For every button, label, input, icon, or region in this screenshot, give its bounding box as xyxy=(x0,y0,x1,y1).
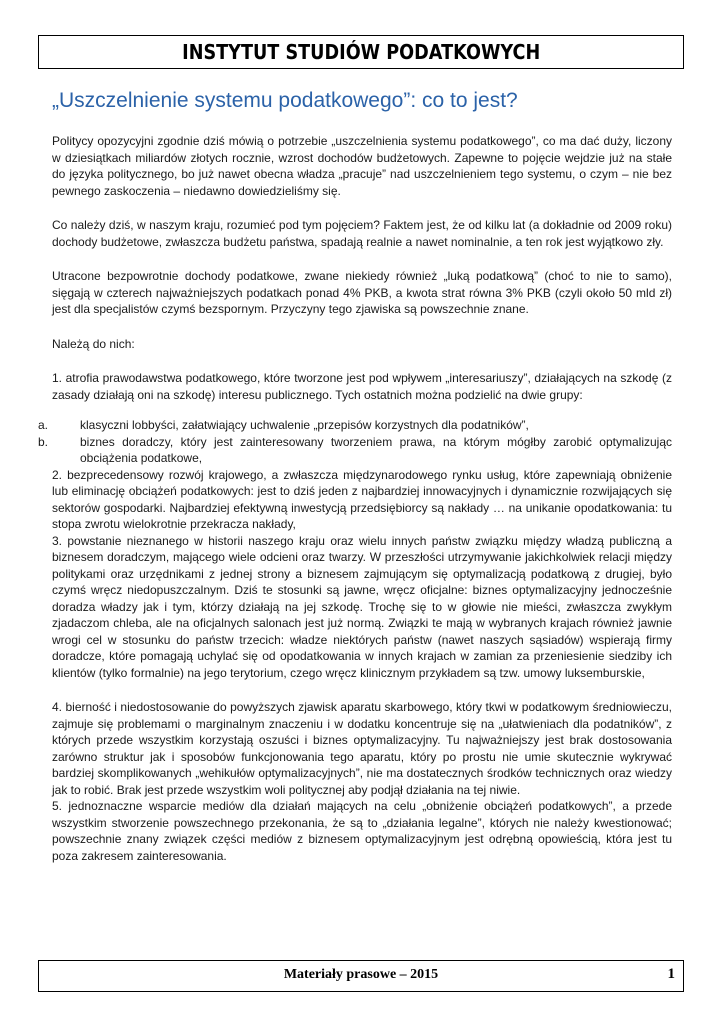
paragraph-question: Co należy dziś, w naszym kraju, rozumieć pod tym pojęciem? Faktem jest, że od kilku lat (a dokładnie od 2009 roku) dochody budżetowe, zwłaszcza budżetu państwa, spadają realnie a nawet nominalnie, a ten rok jest wyjątkowo zły. xyxy=(52,218,672,249)
article-title: „Uszczelnienie systemu podatkowego”: co to jest? xyxy=(52,89,518,112)
list-item-5: 5. jednoznaczne wsparcie mediów dla działań mających na celu „obniżenie obciążeń podatkowych”, a przede wszystkim stworzenie powszechnego przekonania, że są to „działania legalne”, których nie należy kwestionować; powszechnie znany związek części mediów z biznesem optymalizacyjnym jest odrębną opowieścią, która jest tu poza zakresem zainteresowania. xyxy=(52,799,672,863)
list-item-2: 2. bezprecedensowy rozwój krajowego, a zwłaszcza międzynarodowego rynku usług, które zapewniają obniżenie lub eliminację obciążeń podatkowych: jest to dziś jeden z najbardziej innowacyjnych i dynamicznie rozwijających się sektorów gospodarki. Najbardziej efektywną inwestycją przedsiębiorcy są nakłady … na unikanie opodatkowania: tu stopa zwrotu wielokrotnie przekracza nakłady, xyxy=(52,467,672,531)
list-item-1: 1. atrofia prawodawstwa podatkowego, które tworzone jest pod wpływem „interesariuszy”, działających na szkodę (z zasady działają oni na szkodę) interesu publicznego. Tych ostatnich można podzielić na dwie grupy: xyxy=(52,371,672,402)
header-banner xyxy=(38,35,684,69)
institute-name: INSTYTUT STUDIÓW PODATKOWYCH xyxy=(181,40,541,64)
sublist-item-a xyxy=(38,417,672,434)
page-number: 1 xyxy=(667,966,675,982)
sublist-text-a: klasyczni lobbyści, załatwiający uchwalenie „przepisów korzystnych dla podatników”, xyxy=(80,418,529,432)
article-body xyxy=(38,133,672,864)
paragraph-intro: Politycy opozycyjni zgodnie dziś mówią o potrzebie „uszczelnienia systemu podatkowego”, co ma dać duży, liczony w dziesiątkach miliardów złotych rocznie, wzrost dochodów budżetowych. Zapewne to pojęcie wejdzie już na stałe do języka politycznego, bo już nawet obecna władza „pracuje” nad uszczelnieniem tego systemu, o czym – nie bez pewnego zaskoczenia – niedawno dowiedzieliśmy się. xyxy=(52,134,672,198)
sublist-item-b xyxy=(38,434,672,467)
paragraph-tax-gap: Utracone bezpowrotnie dochody podatkowe, zwane niekiedy również „luką podatkową” (choć to nie to samo), sięgają w czterech najważniejszych podatkach ponad 4% PKB, a kwota strat równa 3% PKB (czyli około 50 mld zł) jest dla specjalistów czymś bezspornym. Przyczyny tego zjawiska są powszechnie znane. xyxy=(52,269,672,316)
sublist-marker-a: a. xyxy=(38,418,49,432)
footer-banner xyxy=(38,960,684,992)
paragraph-list-intro: Należą do nich: xyxy=(52,336,135,351)
list-item-4: 4. bierność i niedostosowanie do powyższych zjawisk aparatu skarbowego, który tkwi w podatkowym średniowieczu, zajmuje się problemami o marginalnym znaczeniu i w dodatku koncentruje się na „ułatwieniach dla podatników”, z których przede wszystkim korzystają oszuści i biznes optymalizacyjny. Tu najważniejszy jest brak dostosowania zarówno struktur jak i sposobów funkcjonowania tego aparatu, który po prostu nie umie skutecznie wykrywać bardziej skomplikowanych „wehikułów optymalizacyjnych”, nie ma dostatecznych środków technicznych oraz wiedzy jak to robić. Brak jest przede wszystkim woli politycznej aby podjął działania na tej niwie. xyxy=(52,700,672,797)
sublist-marker-b: b. xyxy=(38,434,49,449)
sublist-text-b: biznes doradczy, który jest zainteresowany tworzeniem prawa, na którym mógłby zarobić optymalizując obciążenia podatkowe, xyxy=(80,434,672,465)
sublist xyxy=(38,417,672,467)
footer-label: Materiały prasowe – 2015 xyxy=(283,967,439,982)
list-item-3: 3. powstanie nieznanego w historii naszego kraju oraz wielu innych państw związku między władzą publiczną a biznesem doradczym, mającego wiele odcieni oraz twarzy. W przeszłości utrzymywanie jakichkolwiek relacji między politykami oraz urzędnikami z jednej strony a biznesem zajmującym się optymalizacją podatkową z drugiej, było czymś wręcz niedopuszczalnym. Dziś te stosunki są jawne, wręcz oficjalne: biznes optymalizacyjny jednocześnie doradza władzy jak i tym, którzy działają na jej szkodę. Trochę się to w głowie nie mieści, zwłaszcza zwykłym zjadaczom chleba, ale na oficjalnych salonach jest już normą. Związki te mają w wybranych krajach również jawnie wrogi cel w stosunku do państw trzecich: władze niektórych państw (nawet naszych sąsiadów) wspierają firmy doradcze, które pomagają uchylać się od opodatkowania w innych krajach w zamian za przeniesienie siedziby ich klientów (tylko formalnie) na jego terytorium, czego wręcz klinicznym przykładem są tzw. umowy luksemburskie, xyxy=(52,533,672,680)
